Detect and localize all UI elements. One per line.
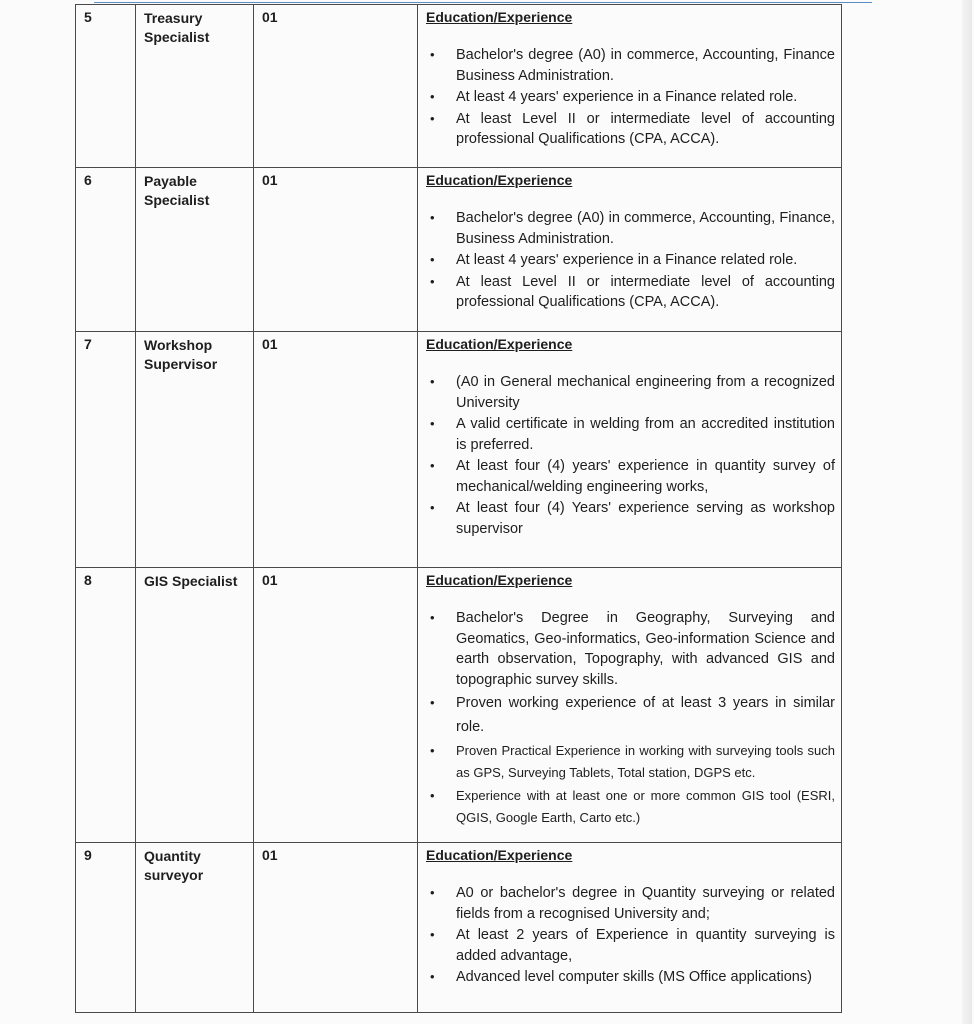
- list-item: • At least four (4) Years' experience serving as workshop supervisor: [456, 498, 835, 539]
- row-number: 7: [76, 332, 136, 568]
- position-count: 01: [254, 568, 418, 843]
- header-rule: [94, 2, 872, 3]
- position-title: Workshop Supervisor: [136, 332, 254, 568]
- requirements-heading: Education/Experience: [426, 336, 573, 352]
- requirements-cell: [418, 332, 842, 568]
- list-item: • At least 4 years' experience in a Finance related role.: [456, 250, 835, 271]
- position-title: Payable Specialist: [136, 168, 254, 332]
- page-edge-shadow: [962, 0, 972, 1024]
- table-row: [76, 332, 842, 568]
- requirements-list: [426, 608, 835, 739]
- row-number: 6: [76, 168, 136, 332]
- requirements-list: [426, 45, 835, 150]
- list-item: • Bachelor's Degree in Geography, Surveying and Geomatics, Geo-informatics, Geo-information Science and earth observation, Topography, with advanced GIS and topographic survey skills.: [456, 608, 835, 690]
- position-title: GIS Specialist: [136, 568, 254, 843]
- requirements-list: [426, 883, 835, 988]
- list-item: • A valid certificate in welding from an accredited institution is preferred.: [456, 414, 835, 455]
- list-item: • Bachelor's degree (A0) in commerce, Accounting, Finance, Business Administration.: [456, 208, 835, 249]
- table-row: [76, 843, 842, 1013]
- row-number: 5: [76, 5, 136, 168]
- position-count: 01: [254, 168, 418, 332]
- position-count: 01: [254, 5, 418, 168]
- list-item: • (A0 in General mechanical engineering from a recognized University: [456, 372, 835, 413]
- table-row: [76, 5, 842, 168]
- requirements-heading: Education/Experience: [426, 572, 573, 588]
- list-item: • Proven working experience of at least 3 years in similar role.: [456, 691, 835, 739]
- row-number: 9: [76, 843, 136, 1013]
- table-row: [76, 168, 842, 332]
- requirements-cell: [418, 843, 842, 1013]
- list-item: • Bachelor's degree (A0) in commerce, Accounting, Finance Business Administration.: [456, 45, 835, 86]
- row-number: 8: [76, 568, 136, 843]
- position-count: 01: [254, 843, 418, 1013]
- list-item: • Proven Practical Experience in working with surveying tools such as GPS, Surveying Tablets, Total station, DGPS etc.: [456, 740, 835, 784]
- list-item: • At least 4 years' experience in a Finance related role.: [456, 87, 835, 108]
- list-item: • A0 or bachelor's degree in Quantity surveying or related fields from a recognised University and;: [456, 883, 835, 924]
- requirements-list: [426, 208, 835, 313]
- requirements-list: [426, 372, 835, 539]
- requirements-heading: Education/Experience: [426, 9, 573, 25]
- job-requirements-table: [75, 4, 842, 1013]
- requirements-heading: Education/Experience: [426, 172, 573, 188]
- position-title: Quantity surveyor: [136, 843, 254, 1013]
- requirements-cell: [418, 5, 842, 168]
- list-item: • Advanced level computer skills (MS Office applications): [456, 967, 835, 988]
- requirements-cell: [418, 168, 842, 332]
- list-item: • Experience with at least one or more common GIS tool (ESRI, QGIS, Google Earth, Carto etc.): [456, 785, 835, 829]
- table-row: [76, 568, 842, 843]
- requirements-cell: [418, 568, 842, 843]
- list-item: • At least Level II or intermediate level of accounting professional Qualifications (CPA, ACCA).: [456, 109, 835, 150]
- list-item: • At least four (4) years' experience in quantity survey of mechanical/welding engineering works,: [456, 456, 835, 497]
- position-title: Treasury Specialist: [136, 5, 254, 168]
- list-item: • At least 2 years of Experience in quantity surveying is added advantage,: [456, 925, 835, 966]
- list-item: • At least Level II or intermediate level of accounting professional Qualifications (CPA, ACCA).: [456, 272, 835, 313]
- position-count: 01: [254, 332, 418, 568]
- requirements-heading: Education/Experience: [426, 847, 573, 863]
- requirements-list: [426, 740, 835, 829]
